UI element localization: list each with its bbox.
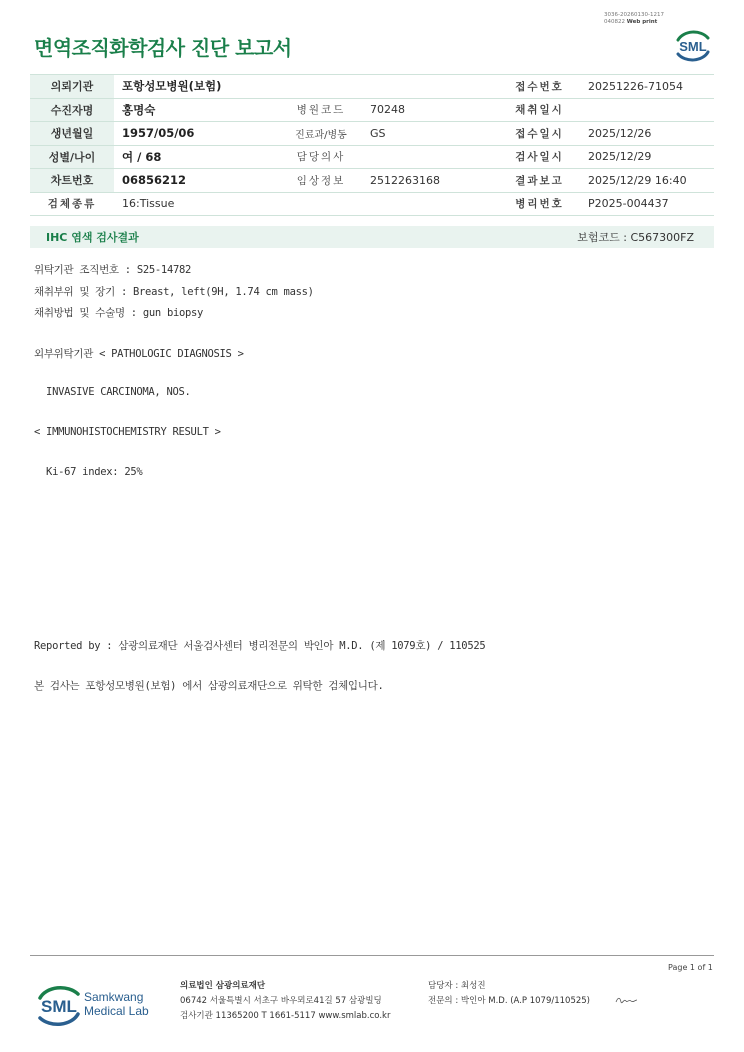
footer-specialist: 전문의 : 박인아 M.D. (A.P 1079/110525) <box>428 996 590 1006</box>
patient-info-table <box>30 74 714 216</box>
reported-by-line: Reported by : 삼광의료재단 서울검사센터 병리전문의 박인아 M.D. (제 1079호) / 110525 <box>34 640 486 652</box>
samkwang-logo-name1: Samkwang <box>84 990 144 1004</box>
samkwang-logo-icon <box>36 978 186 1028</box>
empty-label <box>280 75 362 99</box>
test-date: 2025/12/29 <box>580 145 714 169</box>
samkwang-logo-name2: Medical Lab <box>84 1004 149 1018</box>
footer-contact: 검사기관 11365200 T 1661-5117 www.smlab.co.kr <box>180 1011 391 1021</box>
insurance-code: 보험코드 : C567300FZ <box>577 231 694 244</box>
info-row <box>30 75 714 99</box>
footer-staff: 담당자 : 최성진 <box>428 981 486 991</box>
label-result-report: 결과보고 <box>499 169 580 193</box>
sml-logo-text: SML <box>679 39 707 54</box>
label-physician: 담당의사 <box>280 145 362 169</box>
receipt-date: 2025/12/26 <box>580 122 714 146</box>
print-code-line2 <box>604 19 664 26</box>
specimen-id-line: 위탁기관 조직번호 : S25-14782 <box>34 264 192 276</box>
page-number: Page 1 of 1 <box>668 963 713 972</box>
print-code-number: 040822 <box>604 19 625 25</box>
info-row <box>30 145 714 169</box>
footer-org-name: 의료법인 삼광의료재단 <box>180 981 266 991</box>
result-report: 2025/12/29 16:40 <box>580 169 714 193</box>
label-department: 진료과/병동 <box>280 122 362 146</box>
print-code <box>604 12 664 26</box>
ki67-result: Ki-67 index: 25% <box>34 466 143 478</box>
label-clinical-info: 임상정보 <box>280 169 362 193</box>
section-header <box>30 226 714 248</box>
label-test-date: 검사일시 <box>499 145 580 169</box>
hospital-code: 70248 <box>362 98 499 122</box>
collection-date <box>580 98 714 122</box>
label-sex-age: 성별/나이 <box>30 145 114 169</box>
footer-address: 06742 서울특별시 서초구 바우뫼로41길 57 삼광빌딩 <box>180 996 382 1006</box>
label-chart-number: 차트번호 <box>30 169 114 193</box>
department: GS <box>362 122 499 146</box>
label-collection-date: 채취일시 <box>499 98 580 122</box>
consignment-note: 본 검사는 포항성모병원(보험) 에서 삼광의료재단으로 위탁한 검체입니다. <box>34 680 384 692</box>
report-title: 면역조직화학검사 진단 보고서 <box>34 36 292 60</box>
label-specimen-type: 검체종류 <box>30 192 114 216</box>
label-receipt-number: 접수번호 <box>499 75 580 99</box>
samkwang-logo-mark: SML <box>41 997 77 1016</box>
collection-site-line: 채취부위 및 장기 : Breast, left(9H, 1.74 cm mass) <box>34 286 314 298</box>
pathology-number: P2025-004437 <box>580 192 714 216</box>
section-title: IHC 염색 검사결과 <box>46 231 139 244</box>
label-birth-date: 생년월일 <box>30 122 114 146</box>
birth-date: 1957/05/06 <box>114 122 280 146</box>
label-pathology-number: 병리번호 <box>499 192 580 216</box>
requesting-org: 포항성모병원(보험) <box>114 75 280 99</box>
receipt-number: 20251226-71054 <box>580 75 714 99</box>
pathologic-diagnosis-heading: 외부위탁기관 < PATHOLOGIC DIAGNOSIS > <box>34 348 244 360</box>
info-row <box>30 98 714 122</box>
specimen-type: 16:Tissue <box>114 192 280 216</box>
empty-label <box>280 192 362 216</box>
empty-value <box>362 75 499 99</box>
footer-org-info <box>180 979 390 1024</box>
clinical-info: 2512263168 <box>362 169 499 193</box>
label-hospital-code: 병원코드 <box>280 98 362 122</box>
ihc-result-heading: < IMMUNOHISTOCHEMISTRY RESULT > <box>34 426 221 438</box>
footer-staff-info <box>428 979 590 1009</box>
print-code-line1: 3036-20260130-1217 <box>604 12 664 18</box>
web-print-label: Web print <box>626 19 658 25</box>
physician <box>362 145 499 169</box>
signature-icon <box>614 994 638 1006</box>
label-receipt-date: 접수일시 <box>499 122 580 146</box>
sml-logo-icon <box>672 26 714 66</box>
footer-divider <box>30 955 714 956</box>
sex-age: 여 / 68 <box>114 145 280 169</box>
chart-number: 06856212 <box>114 169 280 193</box>
label-patient-name: 수진자명 <box>30 98 114 122</box>
label-requesting-org: 의뢰기관 <box>30 75 114 99</box>
empty-value <box>362 192 499 216</box>
diagnosis-text: INVASIVE CARCINOMA, NOS. <box>34 386 191 398</box>
info-row <box>30 122 714 146</box>
patient-name: 홍명숙 <box>114 98 280 122</box>
info-row <box>30 169 714 193</box>
info-row <box>30 192 714 216</box>
collection-method-line: 채취방법 및 수술명 : gun biopsy <box>34 307 204 319</box>
